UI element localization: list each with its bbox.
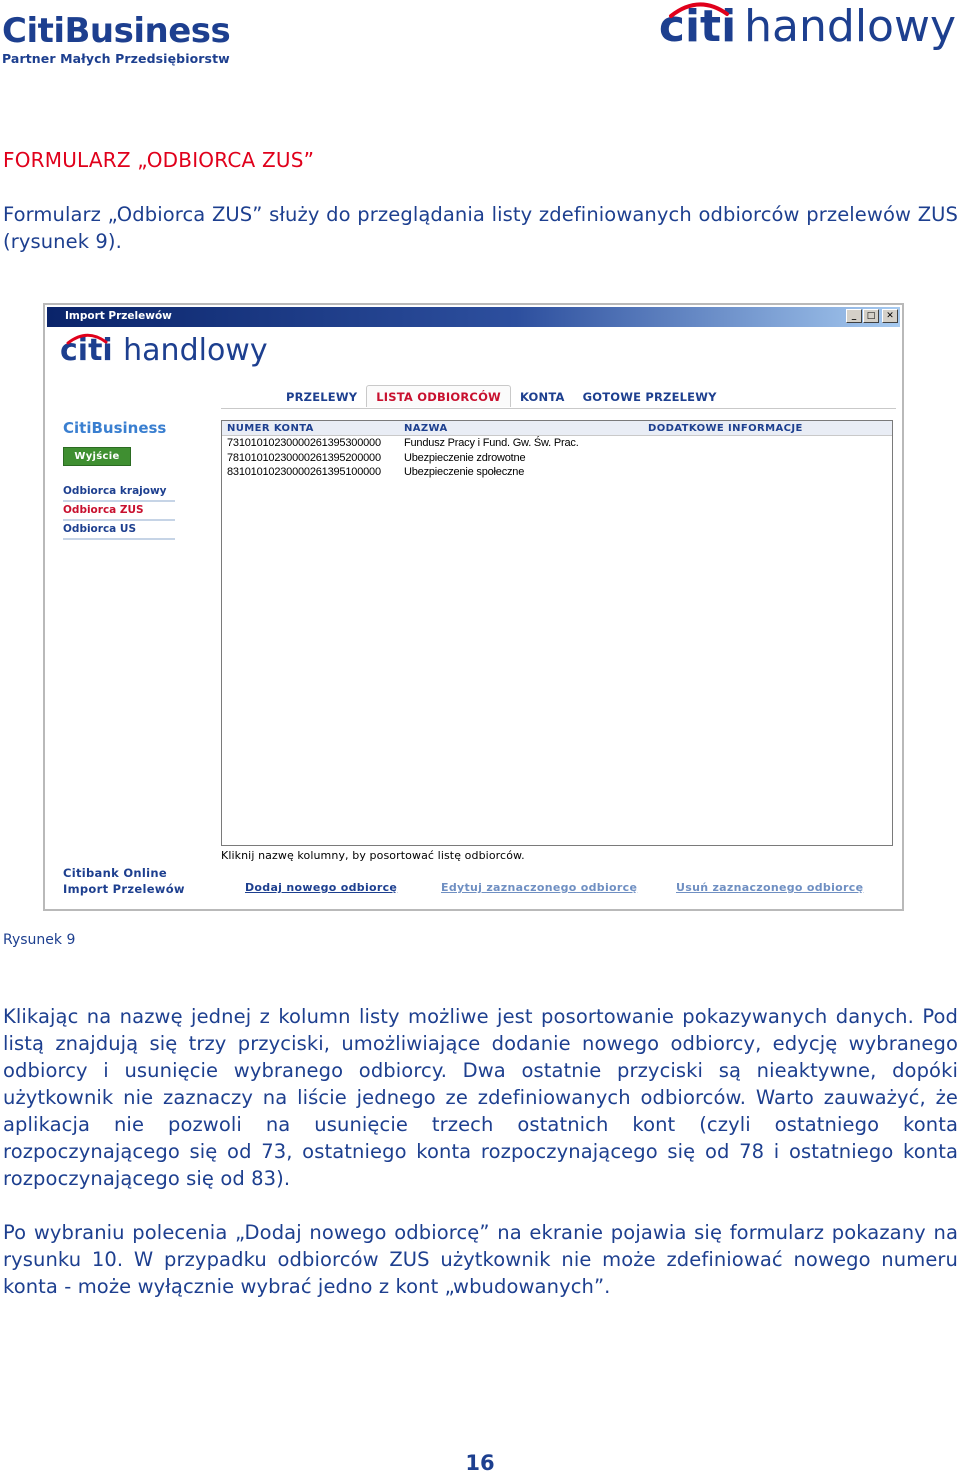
citi-logo-mark <box>659 2 736 52</box>
figure-caption: Rysunek 9 <box>3 932 76 948</box>
window-controls <box>846 309 898 323</box>
minimize-button[interactable]: _ <box>846 309 862 323</box>
citi-handlowy-logo <box>659 2 956 52</box>
cell-name: Ubezpieczenie zdrowotne <box>404 451 526 464</box>
citi-arc-icon <box>667 0 731 20</box>
delete-recipient-link[interactable]: Usuń zaznaczonego odbiorcę <box>676 881 864 894</box>
tab-przelewy[interactable]: PRZELEWY <box>286 390 358 404</box>
tab-gotowe-przelewy[interactable]: GOTOWE PRZELEWY <box>582 390 717 404</box>
citibusiness-brand <box>2 12 230 66</box>
table-row[interactable] <box>222 451 892 466</box>
sidebar-brand: CitiBusiness <box>63 419 167 437</box>
table-row[interactable] <box>222 436 892 451</box>
window-citi-logo-mark <box>60 333 113 369</box>
window-citi-handlowy-logo <box>60 333 268 369</box>
sidebar-item-odbiorca-zus[interactable]: Odbiorca ZUS <box>63 502 175 521</box>
window-logo-citi-text: citi <box>60 333 113 368</box>
cell-name: Fundusz Pracy i Fund. Gw. Św. Prac. <box>404 437 579 449</box>
tab-lista-odbiorcow[interactable]: LISTA ODBIORCÓW <box>366 385 511 407</box>
section-title: FORMULARZ „ODBIORCA ZUS” <box>3 148 315 172</box>
paragraph-sorting: Klikając na nazwę jednej z kolumn listy możliwe jest posortowanie pokazywanych danych. Pod listą znajdują się trzy przyciski, umożliwiające dodanie nowego odbiorcy, edycję wybranego odbiorcy i usunięcie wybranego odbiorcy. Dwa ostatnie przyciski są nieaktywne, dopóki użytkownik nie zaznaczy na liście jednego ze zdefiniowanych odbiorców. Warto zauważyć, że aplikacja nie pozwoli na usunięcie trzech ostatnich kont (czyli ostatniego konta rozpoczynającego się od 73, ostatniego konta rozpoczynającego się od 78 i ostatniego konta rozpoczynającego się od 83). <box>3 1005 958 1190</box>
column-header-numer-konta[interactable]: NUMER KONTA <box>227 423 314 434</box>
cell-additional-info <box>643 451 648 466</box>
cell-additional-info <box>643 436 648 451</box>
cell-additional-info <box>643 465 648 480</box>
brand-subtitle: Partner Małych Przedsiębiorstw <box>2 51 230 66</box>
close-button[interactable]: ✕ <box>882 309 898 323</box>
import-przelewow-window <box>43 303 904 911</box>
logo-citi-text: citi <box>658 1 737 52</box>
sort-hint: Kliknij nazwę kolumny, by posortować listę odbiorców. <box>221 849 525 862</box>
maximize-button[interactable]: □ <box>863 309 879 323</box>
add-recipient-link[interactable]: Dodaj nowego odbiorcę <box>245 881 398 894</box>
logo-handlowy-text: handlowy <box>744 1 956 52</box>
list-header <box>222 421 892 436</box>
cell-account-number: 78101010230000261395200000 <box>227 451 381 464</box>
paragraph-add-recipient: Po wybraniu polecenia „Dodaj nowego odbiorcę” na ekranie pojawia się formularz pokazany na rysunku 10. W przypadku odbiorców ZUS użytkownik nie może zdefiniować nowego numeru konta - może wyłącznie wybrać jedno z kont „wbudowanych”. <box>3 1221 958 1298</box>
window-title: Import Przelewów <box>65 310 172 322</box>
sidebar-footer-line2: Import Przelewów <box>63 882 185 896</box>
window-citi-arc-icon <box>65 332 109 346</box>
cell-name: Ubezpieczenie społeczne <box>404 466 525 478</box>
exit-button[interactable]: Wyjście <box>63 447 131 466</box>
tab-konta[interactable]: KONTA <box>519 390 565 404</box>
sidebar-footer-line1: Citibank Online <box>63 866 167 880</box>
cell-account-number: 83101010230000261395100000 <box>227 466 381 478</box>
intro-paragraph: Formularz „Odbiorca ZUS” służy do przeglądania listy zdefiniowanych odbiorców przelewów ZUS (rysunek 9). <box>3 203 958 253</box>
cell-account-number: 73101010230000261395300000 <box>227 437 381 449</box>
main-nav <box>277 385 726 407</box>
edit-recipient-link[interactable]: Edytuj zaznaczonego odbiorcę <box>441 881 638 894</box>
nav-divider <box>221 408 896 409</box>
page-number: 16 <box>465 1451 495 1475</box>
window-titlebar[interactable] <box>47 307 900 327</box>
sidebar-footer <box>63 865 185 897</box>
recipients-list[interactable] <box>221 420 893 846</box>
table-row[interactable] <box>222 465 892 480</box>
sidebar-item-odbiorca-krajowy[interactable]: Odbiorca krajowy <box>63 483 175 502</box>
column-header-dodatkowe-informacje[interactable]: DODATKOWE INFORMACJE <box>648 423 803 434</box>
brand-title: CitiBusiness <box>2 11 231 51</box>
window-logo-handlowy-text: handlowy <box>123 333 268 368</box>
column-header-nazwa[interactable]: NAZWA <box>404 423 448 434</box>
sidebar-menu <box>63 483 175 540</box>
sidebar-item-odbiorca-us[interactable]: Odbiorca US <box>63 521 175 540</box>
